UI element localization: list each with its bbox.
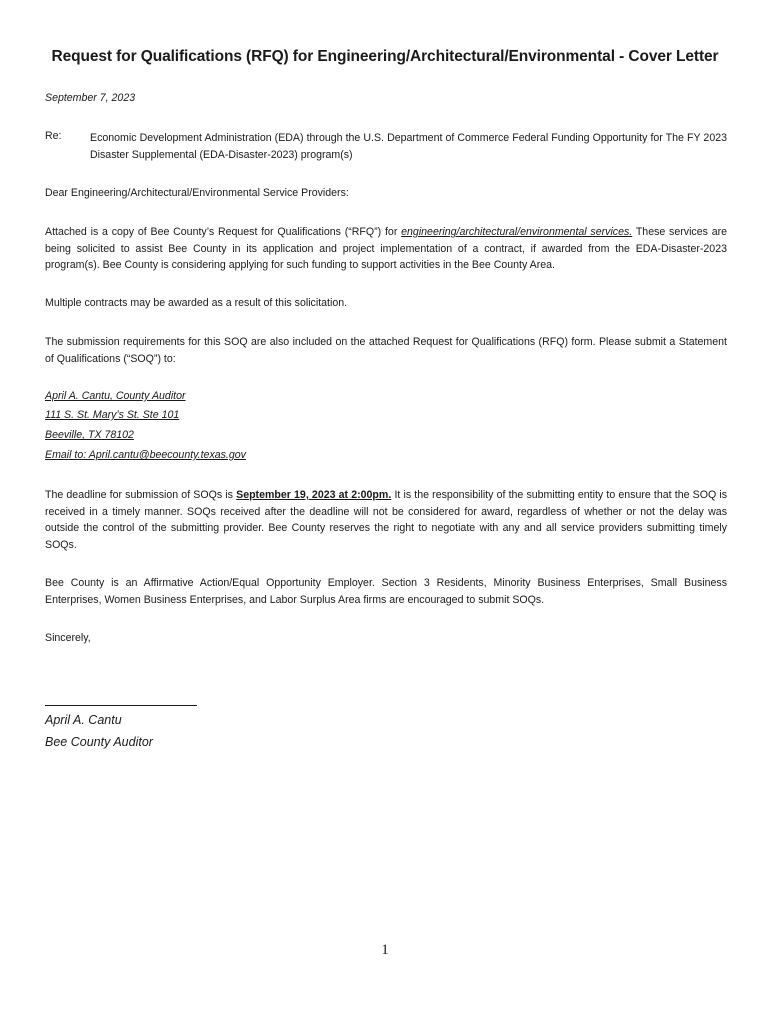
- deadline-date: September 19, 2023 at 2:00pm.: [236, 489, 392, 501]
- re-subject: Economic Development Administration (EDA) through the U.S. Department of Commerce Federal Funding Opportunity for The FY 2023 Disaster Supplemental (EDA-Disaster-2023) program(s): [90, 132, 727, 161]
- paragraph-deadline-start: The deadline for submission of SOQs is: [45, 489, 237, 501]
- paragraph-deadline: [45, 487, 727, 553]
- page-number: 1: [381, 942, 389, 958]
- document-title: Request for Qualifications (RFQ) for Engineering/Architectural/Environmental - Cover Letter: [51, 48, 719, 65]
- paragraph-eeo: Bee County is an Affirmative Action/Equal Opportunity Employer. Section 3 Residents, Minority Business Enterprises, Small Business Enterprises, Women Business Enterprises, and Labor Surplus Area firms are encouraged to submit SOQs.: [45, 577, 727, 606]
- re-label: Re:: [45, 130, 62, 142]
- salutation: Dear Engineering/Architectural/Environmental Service Providers:: [45, 187, 349, 199]
- address-city: Beeville, TX 78102: [45, 429, 134, 441]
- signer-title: Bee County Auditor: [45, 735, 153, 749]
- services-emphasis: engineering/architectural/environmental services.: [401, 226, 633, 238]
- letter-date: September 7, 2023: [45, 92, 136, 104]
- address-name: April A. Cantu, County Auditor: [45, 390, 186, 402]
- paragraph-intro: [45, 224, 727, 274]
- signature-line: [45, 705, 197, 706]
- closing: Sincerely,: [45, 632, 91, 644]
- paragraph-intro-rest: These services are being solicited to assist Bee County in its application and project implementation of a contract, if awarded from the EDA-Disaster-2023 program(s). Bee County is considering applying for such funding to support activities in the Bee County Area.: [45, 226, 728, 271]
- paragraph-deadline-rest: It is the responsibility of the submitting entity to ensure that the SOQ is received in a timely manner. SOQs received after the deadline will not be considered for award, regardless of whether or not the delay was outside the control of the submitting provider. Bee County reserves the right to negotiate with any and all service providers submitting timely SOQs.: [45, 489, 727, 551]
- paragraph-intro-start: Attached is a copy of Bee County’s Request for Qualifications (“RFQ”) for: [45, 226, 402, 238]
- paragraph-submission: The submission requirements for this SOQ are also included on the attached Request for Qualifications (RFQ) form. Please submit a Statement of Qualifications (“SOQ”) to:: [45, 336, 727, 365]
- address-email[interactable]: Email to: April.cantu@beecounty.texas.gov: [45, 449, 246, 461]
- paragraph-multiple-contracts: Multiple contracts may be awarded as a result of this solicitation.: [45, 297, 348, 309]
- signer-name: April A. Cantu: [45, 713, 122, 727]
- address-street: 111 S. St. Mary’s St. Ste 101: [45, 409, 180, 421]
